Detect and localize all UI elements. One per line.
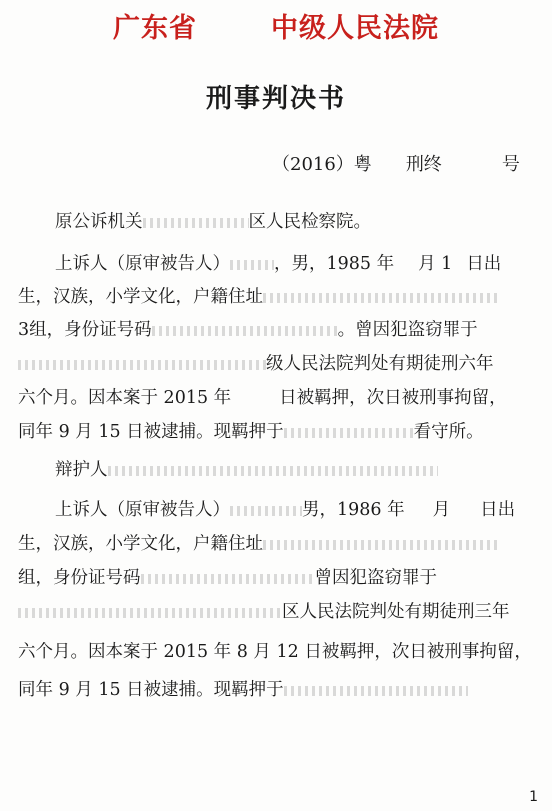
appellant-text: 。曾因犯盗窃罪于 <box>337 320 478 340</box>
court-province: 广东省 <box>113 13 197 44</box>
appellant2-line6 <box>18 678 468 702</box>
defender-line <box>55 458 438 482</box>
appellant1-line5 <box>18 386 507 410</box>
appellant-text: 日出 <box>466 254 502 274</box>
redacted-region <box>141 574 315 584</box>
case-number-suffix: 号 <box>501 154 520 175</box>
case-number-year: （2016）粤 <box>272 154 372 175</box>
appellant-text: 同年 9 月 15 日被逮捕。现羁押于 <box>18 422 284 442</box>
redacted-region <box>230 260 274 270</box>
appellant1-line6 <box>18 420 484 444</box>
appellant1-line1 <box>55 252 501 276</box>
appellant-text: 看守所。 <box>413 422 484 442</box>
appellant-text: 六个月。因本案于 2015 年 <box>18 388 232 408</box>
redacted-region <box>284 686 468 696</box>
appellant-text: 3组，身份证号码 <box>18 320 152 340</box>
redacted-region <box>284 428 414 438</box>
appellant-text: 生，汉族，小学文化，户籍住址 <box>18 287 263 307</box>
appellant1-line2 <box>18 285 501 309</box>
appellant2-line4 <box>18 600 510 624</box>
appellant-text: 组，身份证号码 <box>18 568 141 588</box>
prosecutor-line <box>55 210 371 234</box>
appellant2-line5: 六个月。因本案于 2015 年 8 月 12 日被羁押，次日被刑事拘留， <box>18 642 532 662</box>
appellant-label: 上诉人（原审被告人） <box>55 500 230 520</box>
appellant2-line3 <box>18 566 437 590</box>
redacted-region <box>230 506 302 516</box>
redacted-region <box>18 608 282 618</box>
appellant1-line4 <box>18 352 494 376</box>
page-number: 1 <box>529 789 538 805</box>
appellant-text: 日出 <box>480 500 516 520</box>
case-number <box>272 150 520 176</box>
appellant2-line1 <box>55 498 515 522</box>
appellant-text: 男，1986 年 <box>302 500 405 520</box>
redacted-region <box>18 360 266 370</box>
appellant-text: 同年 9 月 15 日被逮捕。现羁押于 <box>18 680 284 700</box>
redacted-region <box>152 326 338 336</box>
appellant-text: 生，汉族，小学文化，户籍住址 <box>18 534 263 554</box>
appellant-text: 月 <box>432 500 451 520</box>
document-title: 刑事判决书 <box>205 84 346 114</box>
appellant-label: 上诉人（原审被告人） <box>55 254 230 274</box>
appellant-text: 级人民法院判处有期徒刑六年 <box>266 354 494 374</box>
appellant-text: 曾因犯盗窃罪于 <box>314 568 437 588</box>
court-title <box>0 6 552 45</box>
defender-label: 辩护人 <box>55 460 108 480</box>
redacted-region <box>263 540 499 550</box>
prosecutor-label: 原公诉机关 <box>55 212 143 232</box>
appellant-text: 月 1 <box>418 254 453 274</box>
appellant1-line3 <box>18 318 478 342</box>
appellant-text: ，男，1985 年 <box>274 254 395 274</box>
appellant-text: 日被羁押，次日被刑事拘留， <box>279 388 507 408</box>
case-number-type: 刑终 <box>405 154 442 175</box>
redacted-region <box>263 293 501 303</box>
prosecutor-tail: 区人民检察院。 <box>248 212 371 232</box>
redacted-region <box>143 218 249 228</box>
court-suffix: 中级人民法院 <box>271 13 439 44</box>
redacted-region <box>108 466 438 476</box>
appellant-text: 区人民法院判处有期徒刑三年 <box>282 602 510 622</box>
appellant2-line2 <box>18 532 499 556</box>
